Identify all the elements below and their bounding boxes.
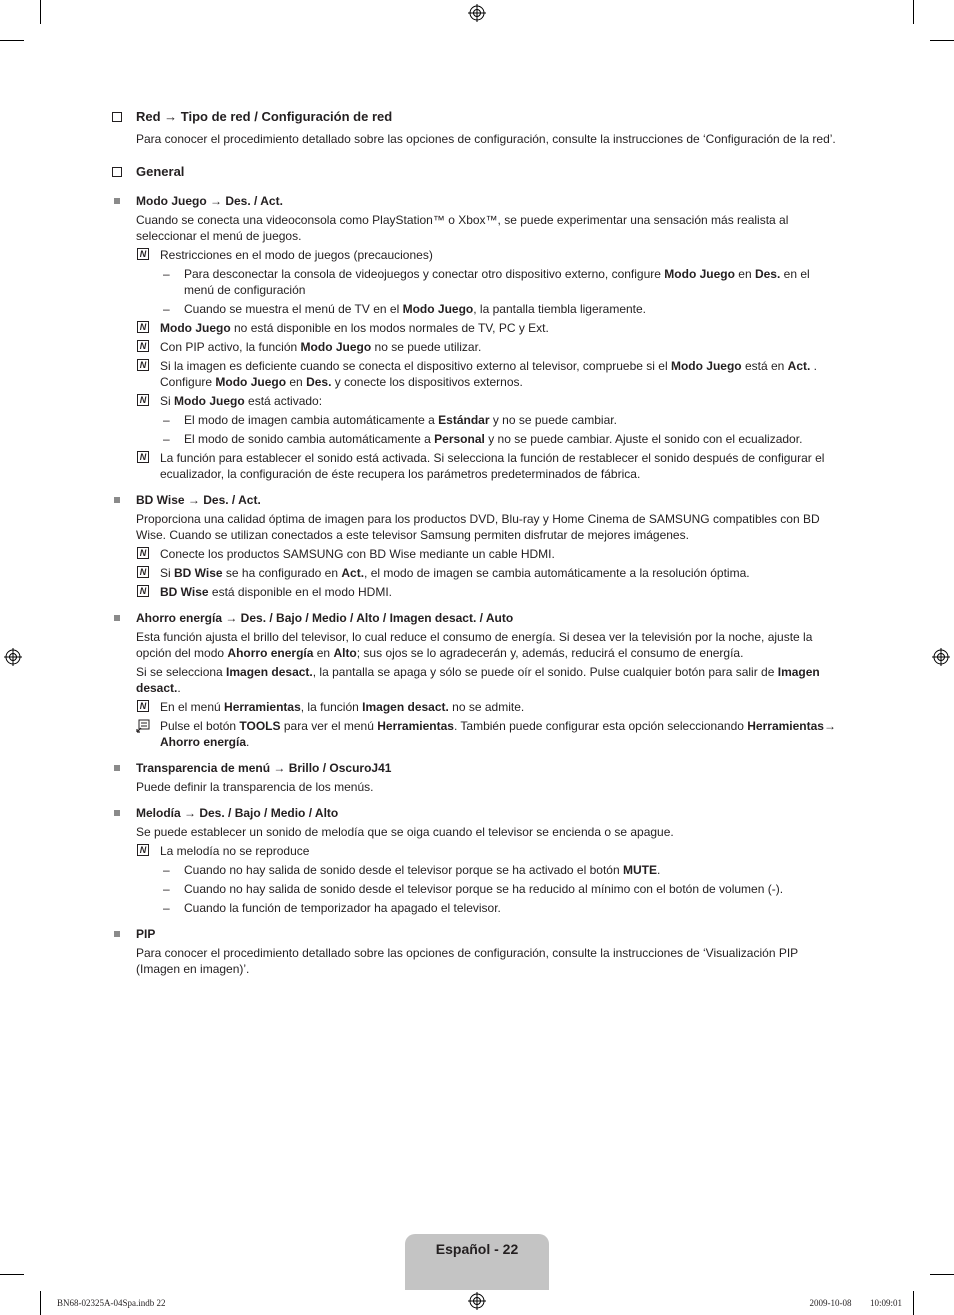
dash-item: – Para desconectar la consola de videojuegos y conectar otro dispositivo externo, configure Modo Juego en Des. en el menú de configuración (163, 267, 810, 297)
note-icon: N (137, 844, 149, 856)
item-pip (112, 926, 840, 977)
print-slug-file: BN68-02325A-04Spa.indb 22 (57, 1298, 166, 1308)
note: N Si BD Wise se ha configurado en Act., el modo de imagen se cambia automáticamente a la resolución óptima. (112, 565, 840, 581)
crop-mark (0, 40, 24, 41)
crop-mark (40, 1291, 41, 1315)
square-bullet-icon (114, 931, 120, 937)
note: N Si Modo Juego está activado: (112, 393, 840, 409)
tip: Pulse el botón TOOLS para ver el menú Herramientas. También puede configurar esta opción seleccionando Herramientas→ Ahorro energía. (112, 718, 840, 750)
item-heading: Ahorro energía → Des. / Bajo / Medio / Alto / Imagen desact. / Auto (112, 610, 840, 626)
item-modo-juego (112, 193, 840, 482)
note: N La melodía no se reproduce (112, 843, 840, 859)
item-description: Esta función ajusta el brillo del televisor, lo cual reduce el consumo de energía. Si desea ver la televisión por la noche, ajuste la opción del modo Ahorro energía en Alto; sus ojos se lo agradecerán y, además, reducirá el consumo de energía. (136, 630, 813, 660)
page-number-tab (405, 1234, 549, 1290)
page-content (112, 108, 840, 980)
section-heading-red: Red → Tipo de red / Configuración de red (112, 108, 840, 126)
note-icon: N (137, 700, 149, 712)
page-number: Español - 22 (435, 1241, 519, 1257)
note: N Con PIP activo, la función Modo Juego no se puede utilizar. (112, 339, 840, 355)
item-heading: Modo Juego → Des. / Act. (112, 193, 840, 209)
note-icon: N (137, 547, 149, 559)
square-bullet-icon (114, 810, 120, 816)
note-icon: N (137, 248, 149, 260)
crop-mark (913, 1291, 914, 1315)
registration-mark-icon (932, 648, 950, 666)
item-description: Proporciona una calidad óptima de imagen para los productos DVD, Blu-ray y Home Cinema de SAMSUNG compatibles con BD Wise. Cuando se utilizan conectados a este televisor Samsung permiten disfrutar de mejores imágenes. (136, 512, 820, 542)
item-heading: Melodía → Des. / Bajo / Medio / Alto (112, 805, 840, 821)
checkbox-bullet-icon (112, 112, 122, 122)
crop-mark (40, 0, 41, 24)
crop-mark (913, 0, 914, 24)
note-icon: N (137, 394, 149, 406)
note: N En el menú Herramientas, la función Imagen desact. no se admite. (112, 699, 840, 715)
item-description: Cuando se conecta una videoconsola como PlayStation™ o Xbox™, se puede experimentar una sensación más realista al seleccionar el menú de juegos. (136, 213, 789, 243)
note-icon: N (137, 585, 149, 597)
section-heading-general: General (112, 163, 840, 181)
square-bullet-icon (114, 615, 120, 621)
dash-item: – Cuando no hay salida de sonido desde el televisor porque se ha activado el botón MUTE. (163, 863, 661, 877)
note: N Modo Juego no está disponible en los modos normales de TV, PC y Ext. (112, 320, 840, 336)
dash-item: – El modo de sonido cambia automáticamente a Personal y no se puede cambiar. Ajuste el sonido con el ecualizador. (163, 432, 803, 446)
item-description: Se puede establecer un sonido de melodía que se oiga cuando el televisor se encienda o se apague. (136, 825, 674, 839)
dash-item: – Cuando no hay salida de sonido desde el televisor porque se ha reducido al mínimo con el botón de volumen (-). (163, 882, 784, 896)
square-bullet-icon (114, 765, 120, 771)
section-text: Para conocer el procedimiento detallado sobre las opciones de configuración, consulte la instrucciones de ‘Configuración de la red’. (136, 132, 836, 146)
item-heading: PIP (112, 926, 840, 942)
item-melodia (112, 805, 840, 916)
note: N Si la imagen es deficiente cuando se conecta el dispositivo externo al televisor, compruebe si el Modo Juego está en Act. . Configure Modo Juego en Des. y conecte los dispositivos externos. (112, 358, 840, 390)
dash-item: – Cuando la función de temporizador ha apagado el televisor. (163, 901, 501, 915)
item-ahorro-energia (112, 610, 840, 750)
dash-item: – Cuando se muestra el menú de TV en el Modo Juego, la pantalla tiembla ligeramente. (163, 302, 647, 316)
square-bullet-icon (114, 497, 120, 503)
note: N Conecte los productos SAMSUNG con BD Wise mediante un cable HDMI. (112, 546, 840, 562)
item-heading: Transparencia de menú → Brillo / OscuroJ41 (112, 760, 840, 776)
checkbox-bullet-icon (112, 167, 122, 177)
tools-tip-icon (136, 719, 150, 733)
item-description: Si se selecciona Imagen desact., la pantalla se apaga y sólo se puede oír el sonido. Pulse cualquier botón para salir de Imagen desact.. (136, 665, 820, 695)
note-icon: N (137, 340, 149, 352)
note: N La función para establecer el sonido está activada. Si selecciona la función de restablecer el sonido después de configurar el ecualizador, la configuración de éste recupera los parámetros predeterminados de fábrica. (112, 450, 840, 482)
registration-mark-icon (4, 648, 22, 666)
square-bullet-icon (114, 198, 120, 204)
item-heading: BD Wise → Des. / Act. (112, 492, 840, 508)
crop-mark (930, 1274, 954, 1275)
note-icon: N (137, 359, 149, 371)
note-icon: N (137, 566, 149, 578)
item-description: Para conocer el procedimiento detallado sobre las opciones de configuración, consulte la instrucciones de ‘Visualización PIP (Imagen en imagen)’. (136, 946, 798, 976)
print-slug-timestamp: 2009-10-08 􀀀􀀀 10:09:01 (809, 1298, 902, 1308)
note-icon: N (137, 321, 149, 333)
crop-mark (0, 1274, 24, 1275)
note: N BD Wise está disponible en el modo HDMI. (112, 584, 840, 600)
item-bd-wise (112, 492, 840, 600)
note: N Restricciones en el modo de juegos (precauciones) (112, 247, 840, 263)
item-transparencia (112, 760, 840, 795)
dash-item: – El modo de imagen cambia automáticamente a Estándar y no se puede cambiar. (163, 413, 617, 427)
registration-mark-icon (468, 1292, 486, 1310)
registration-mark-icon (468, 4, 486, 22)
crop-mark (930, 40, 954, 41)
item-description: Puede definir la transparencia de los menús. (136, 780, 374, 794)
note-icon: N (137, 451, 149, 463)
